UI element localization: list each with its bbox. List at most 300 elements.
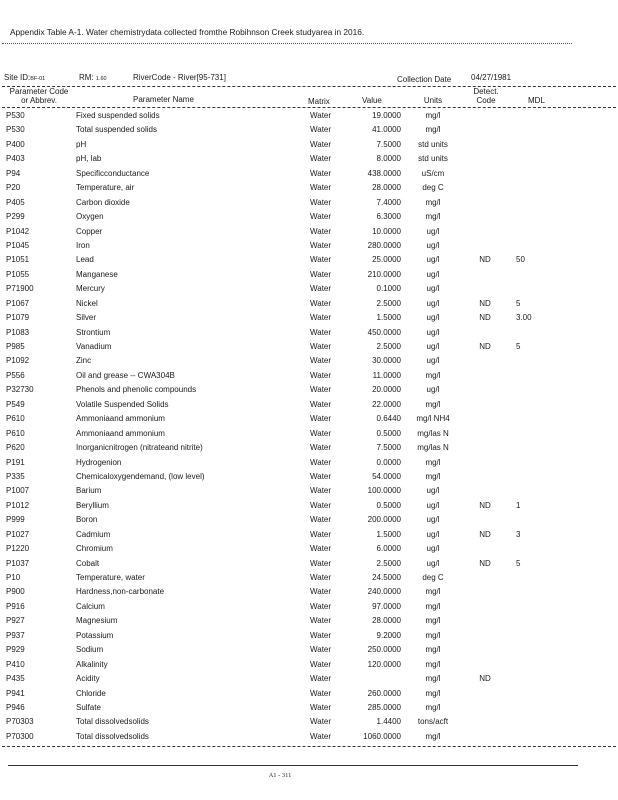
cell-units: mg/las N	[417, 443, 449, 453]
header-value: Value	[362, 96, 382, 105]
cell-value: 28.0000	[372, 616, 401, 626]
header-mdl: MDL	[528, 96, 545, 105]
cell-matrix: Water	[310, 616, 332, 626]
cell-value: 6.3000	[376, 212, 401, 222]
cell-param-code: P335	[6, 471, 25, 481]
cell-param-name: Barium	[76, 486, 102, 496]
cell-detect-code: ND	[479, 674, 491, 684]
cell-units: mg/l	[425, 125, 441, 135]
cell-param-code: P946	[6, 702, 25, 712]
cell-value: 0.1000	[376, 284, 401, 294]
cell-param-name: Hardness,non-carbonate	[76, 587, 165, 597]
cell-matrix: Water	[310, 601, 332, 611]
rm-label: RM:	[79, 73, 94, 82]
cell-matrix: Water	[310, 529, 332, 539]
cell-param-name: Temperature, air	[76, 183, 135, 193]
cell-param-code: P900	[6, 587, 25, 597]
cell-value: 1.5000	[376, 529, 401, 539]
cell-matrix: Water	[310, 630, 332, 640]
cell-matrix: Water	[310, 212, 332, 222]
collection-date-label: Collection Date	[397, 75, 452, 84]
cell-param-name: Acidity	[76, 674, 100, 684]
cell-param-name: Lead	[76, 255, 94, 265]
cell-matrix: Water	[310, 370, 332, 380]
table-row	[0, 412, 618, 426]
cell-param-name: Total dissolvedsolids	[76, 717, 149, 727]
cell-units: ug/l	[426, 356, 440, 366]
cell-value: 7.5000	[376, 443, 401, 453]
cell-matrix: Water	[310, 428, 332, 438]
cell-matrix: Water	[310, 515, 332, 525]
cell-param-code: P530	[6, 111, 25, 120]
cell-value: 1060.0000	[363, 731, 401, 741]
table-row	[0, 398, 618, 412]
cell-param-name: Manganese	[76, 269, 118, 279]
cell-mdl: 50	[516, 255, 525, 265]
cell-param-code: P937	[6, 630, 25, 640]
cell-matrix: Water	[310, 471, 332, 481]
table-row	[0, 658, 618, 672]
cell-param-code: P191	[6, 457, 25, 467]
cell-param-name: Phenols and phenolic compounds	[76, 385, 197, 395]
cell-param-code: P610	[6, 428, 25, 438]
cell-param-code: P929	[6, 645, 25, 655]
cell-param-name: Hydrogenion	[76, 457, 122, 467]
cell-value: 2.5000	[376, 558, 401, 568]
cell-units: mg/l	[425, 587, 441, 597]
table-row	[0, 181, 618, 195]
cell-value: 285.0000	[367, 702, 401, 712]
table-row	[0, 427, 618, 441]
cell-value: 2.5000	[376, 342, 401, 351]
cell-param-name: Ammoniaand ammonium	[76, 428, 165, 438]
cell-matrix: Water	[310, 457, 332, 467]
header-param-code	[6, 87, 72, 105]
table-row	[0, 282, 618, 296]
cell-param-code: P999	[6, 515, 25, 525]
table-row	[0, 326, 618, 340]
cell-param-code: P1012	[6, 500, 30, 510]
cell-param-name: Vanadium	[76, 342, 112, 351]
cell-param-code: P70303	[6, 717, 34, 727]
cell-matrix: Water	[310, 226, 332, 236]
cell-value: 280.0000	[367, 240, 401, 250]
cell-value: 1.5000	[376, 313, 401, 323]
cell-param-name: Sodium	[76, 645, 104, 655]
cell-matrix: Water	[310, 573, 332, 582]
cell-value: 0.5000	[376, 500, 401, 510]
cell-matrix: Water	[310, 688, 332, 698]
cell-param-name: Chromium	[76, 544, 113, 554]
cell-value: 450.0000	[367, 327, 401, 337]
cell-units: ug/l	[426, 558, 440, 568]
cell-units: mg/l	[425, 674, 441, 684]
cell-matrix: Water	[310, 255, 332, 265]
cell-detect-code: ND	[479, 500, 491, 510]
table-row	[0, 311, 618, 325]
cell-value: 120.0000	[367, 659, 401, 669]
table-row	[0, 441, 618, 455]
cell-units: mg/l	[425, 731, 441, 741]
cell-param-name: Calcium	[76, 601, 105, 611]
cell-param-code: P400	[6, 139, 25, 149]
title-divider	[2, 43, 572, 44]
table-row	[0, 196, 618, 210]
cell-param-name: Beryllium	[76, 500, 109, 510]
cell-matrix: Water	[310, 342, 332, 351]
cell-units: deg C	[422, 573, 444, 582]
cell-param-name: Boron	[76, 515, 98, 525]
cell-matrix: Water	[310, 558, 332, 568]
cell-units: ug/l	[426, 226, 440, 236]
cell-detect-code: ND	[479, 529, 491, 539]
table-row	[0, 340, 618, 354]
cell-matrix: Water	[310, 544, 332, 554]
header-top-rule	[2, 86, 616, 87]
cell-units: mg/l	[425, 688, 441, 698]
table-row	[0, 701, 618, 715]
cell-param-name: Cobalt	[76, 558, 100, 568]
cell-matrix: Water	[310, 240, 332, 250]
table-row	[0, 614, 618, 628]
cell-value: 11.0000	[372, 370, 401, 380]
table-row	[0, 138, 618, 152]
table-bottom-rule	[2, 746, 616, 747]
cell-matrix: Water	[310, 702, 332, 712]
table-row	[0, 557, 618, 571]
cell-value: 97.0000	[372, 601, 401, 611]
cell-matrix: Water	[310, 356, 332, 366]
cell-value: 240.0000	[367, 587, 401, 597]
cell-param-code: P1055	[6, 269, 30, 279]
cell-param-name: Copper	[76, 226, 103, 236]
cell-value: 41.0000	[372, 125, 401, 135]
cell-value: 19.0000	[372, 111, 401, 120]
cell-units: ug/l	[426, 313, 440, 323]
header-detect-code	[466, 87, 506, 105]
cell-value: 1.4400	[376, 717, 401, 727]
cell-detect-code: ND	[479, 558, 491, 568]
cell-value: 9.2000	[376, 630, 401, 640]
cell-units: mg/l	[425, 659, 441, 669]
cell-param-code: P20	[6, 183, 21, 193]
cell-param-code: P1037	[6, 558, 30, 568]
cell-matrix: Water	[310, 284, 332, 294]
cell-matrix: Water	[310, 197, 332, 207]
cell-param-code: P985	[6, 342, 25, 351]
cell-param-name: pH, lab	[76, 154, 102, 164]
cell-value: 250.0000	[367, 645, 401, 655]
cell-matrix: Water	[310, 298, 332, 308]
header-units: Units	[423, 96, 443, 105]
cell-units: ug/l	[426, 327, 440, 337]
cell-param-code: P71900	[6, 284, 34, 294]
cell-value: 100.0000	[367, 486, 401, 496]
cell-param-code: P403	[6, 154, 25, 164]
cell-units: ug/l	[426, 544, 440, 554]
cell-value: 25.0000	[372, 255, 401, 265]
cell-param-name: Inorganicnitrogen (nitrateand nitrite)	[76, 443, 203, 453]
cell-param-name: Specificconductance	[76, 168, 150, 178]
table-row	[0, 470, 618, 484]
cell-value: 10.0000	[372, 226, 401, 236]
cell-param-code: P1092	[6, 356, 30, 366]
cell-detect-code: ND	[479, 342, 491, 351]
cell-matrix: Water	[310, 443, 332, 453]
cell-matrix: Water	[310, 674, 332, 684]
cell-value: 20.0000	[372, 385, 401, 395]
cell-units: mg/l	[425, 370, 441, 380]
cell-matrix: Water	[310, 269, 332, 279]
table-row	[0, 542, 618, 556]
cell-matrix: Water	[310, 183, 332, 193]
table-row	[0, 687, 618, 701]
cell-param-code: P299	[6, 212, 25, 222]
table-row	[0, 600, 618, 614]
cell-matrix: Water	[310, 327, 332, 337]
cell-matrix: Water	[310, 500, 332, 510]
cell-param-code: P1045	[6, 240, 30, 250]
cell-param-name: Fixed suspended solids	[76, 111, 160, 120]
table-row	[0, 715, 618, 729]
cell-units: ug/l	[426, 486, 440, 496]
table-row	[0, 528, 618, 542]
cell-param-name: Ammoniaand ammonium	[76, 414, 165, 424]
rm-value: 1.60	[95, 76, 107, 82]
cell-param-name: Alkalinity	[76, 659, 108, 669]
cell-units: ug/l	[426, 385, 440, 395]
cell-param-code: P620	[6, 443, 25, 453]
cell-units: ug/l	[426, 269, 440, 279]
table-row	[0, 268, 618, 282]
cell-value: 0.0000	[376, 457, 401, 467]
cell-param-name: Total suspended solids	[76, 125, 157, 135]
cell-param-name: Chloride	[76, 688, 106, 698]
cell-matrix: Water	[310, 587, 332, 597]
cell-param-code: P1051	[6, 255, 30, 265]
header-param-code-line1: Parameter Code	[9, 87, 69, 96]
cell-units: mg/l	[425, 111, 441, 120]
cell-param-name: Strontium	[76, 327, 111, 337]
cell-mdl: 5	[516, 558, 521, 568]
cell-matrix: Water	[310, 486, 332, 496]
cell-param-code: P410	[6, 659, 25, 669]
cell-units: mg/l	[425, 630, 441, 640]
cell-value: 260.0000	[367, 688, 401, 698]
cell-param-code: P549	[6, 399, 25, 409]
table-row	[0, 210, 618, 224]
table-row	[0, 369, 618, 383]
cell-value: 7.4000	[376, 197, 401, 207]
table-row	[0, 383, 618, 397]
header-detect-line1: Detect.	[473, 87, 499, 96]
cell-value: 210.0000	[367, 269, 401, 279]
cell-param-code: P32730	[6, 385, 34, 395]
cell-mdl: 1	[516, 500, 521, 510]
cell-param-code: P530	[6, 125, 25, 135]
cell-matrix: Water	[310, 125, 332, 135]
cell-matrix: Water	[310, 659, 332, 669]
cell-param-name: Mercury	[76, 284, 105, 294]
table-row	[0, 585, 618, 599]
cell-units: mg/l	[425, 601, 441, 611]
cell-param-name: Total dissolvedsolids	[76, 731, 149, 741]
table-row	[0, 730, 618, 744]
cell-param-code: P10	[6, 573, 21, 582]
cell-value: 6.0000	[376, 544, 401, 554]
cell-matrix: Water	[310, 313, 332, 323]
cell-matrix: Water	[310, 111, 332, 120]
cell-units: ug/l	[426, 529, 440, 539]
cell-units: mg/l	[425, 197, 441, 207]
table-row	[0, 354, 618, 368]
site-id-value: BF-01	[30, 76, 46, 82]
cell-param-name: Oxygen	[76, 212, 104, 222]
table-row	[0, 499, 618, 513]
cell-param-name: Nickel	[76, 298, 98, 308]
cell-matrix: Water	[310, 717, 332, 727]
table-row	[0, 484, 618, 498]
cell-matrix: Water	[310, 139, 332, 149]
cell-value: 30.0000	[372, 356, 401, 366]
cell-param-name: Cadmium	[76, 529, 111, 539]
cell-detect-code: ND	[479, 298, 491, 308]
cell-param-code: P1027	[6, 529, 30, 539]
cell-units: mg/l	[425, 616, 441, 626]
cell-param-name: Temperature, water	[76, 573, 145, 582]
cell-mdl: 5	[516, 298, 521, 308]
cell-param-name: pH	[76, 139, 87, 149]
cell-param-code: P610	[6, 414, 25, 424]
table-row	[0, 513, 618, 527]
table-row	[0, 123, 618, 137]
cell-value: 200.0000	[367, 515, 401, 525]
cell-units: ug/l	[426, 255, 440, 265]
cell-param-code: P1042	[6, 226, 30, 236]
cell-value: 22.0000	[372, 399, 401, 409]
cell-units: uS/cm	[421, 168, 445, 178]
cell-matrix: Water	[310, 399, 332, 409]
cell-matrix: Water	[310, 414, 332, 424]
footer-rule	[8, 765, 578, 766]
cell-mdl: 3	[516, 529, 521, 539]
cell-param-name: Zinc	[76, 356, 92, 366]
table-row	[0, 109, 618, 123]
table-title: Appendix Table A-1. Water chemistrydata collected fromthe Robihnson Creek studyarea in 2016.	[10, 27, 365, 37]
data-table-body	[0, 109, 618, 744]
cell-param-code: P1079	[6, 313, 30, 323]
cell-param-name: Sulfate	[76, 702, 101, 712]
cell-value: 7.5000	[376, 139, 401, 149]
cell-param-name: Carbon dioxide	[76, 197, 130, 207]
cell-value: 54.0000	[372, 471, 401, 481]
cell-param-name: Iron	[76, 240, 90, 250]
cell-detect-code: ND	[479, 313, 491, 323]
cell-units: ug/l	[426, 500, 440, 510]
table-row	[0, 297, 618, 311]
header-param-name: Parameter Name	[133, 95, 194, 104]
cell-param-name: Oil and grease -- CWA304B	[76, 370, 175, 380]
cell-matrix: Water	[310, 645, 332, 655]
cell-units: ug/l	[426, 240, 440, 250]
table-row	[0, 239, 618, 253]
table-row	[0, 253, 618, 267]
cell-value: 8.0000	[376, 154, 401, 164]
cell-units: mg/l	[425, 645, 441, 655]
cell-value: 28.0000	[372, 183, 401, 193]
cell-units: mg/l	[425, 702, 441, 712]
cell-units: mg/l NH4	[416, 414, 450, 424]
cell-mdl: 5	[516, 342, 521, 351]
cell-mdl: 3.00	[516, 313, 532, 323]
cell-param-code: P405	[6, 197, 25, 207]
cell-units: ug/l	[426, 342, 440, 351]
river-mile	[79, 73, 107, 82]
site-id	[4, 73, 45, 82]
cell-param-name: Magnesium	[76, 616, 118, 626]
table-row	[0, 167, 618, 181]
header-bottom-rule	[2, 107, 616, 108]
site-id-label: Site ID:	[4, 73, 31, 82]
cell-detect-code: ND	[479, 255, 491, 265]
cell-units: mg/l	[425, 212, 441, 222]
cell-units: mg/l	[425, 471, 441, 481]
cell-matrix: Water	[310, 731, 332, 741]
cell-param-code: P1007	[6, 486, 30, 496]
cell-units: std units	[418, 139, 448, 149]
cell-param-code: P1220	[6, 544, 30, 554]
cell-param-code: P1067	[6, 298, 30, 308]
cell-param-code: P927	[6, 616, 25, 626]
table-row	[0, 643, 618, 657]
table-row	[0, 571, 618, 585]
cell-matrix: Water	[310, 385, 332, 395]
cell-value: 2.5000	[376, 298, 401, 308]
cell-units: mg/l	[425, 399, 441, 409]
cell-param-code: P556	[6, 370, 25, 380]
cell-units: std units	[418, 154, 448, 164]
cell-param-code: P941	[6, 688, 25, 698]
cell-value: 0.6440	[376, 414, 401, 424]
table-row	[0, 225, 618, 239]
table-row	[0, 152, 618, 166]
cell-param-name: Silver	[76, 313, 97, 323]
cell-param-code: P1083	[6, 327, 30, 337]
cell-units: deg C	[422, 183, 444, 193]
cell-units: ug/l	[426, 515, 440, 525]
cell-units: ug/l	[426, 284, 440, 294]
header-detect-line2: Code	[476, 96, 496, 105]
cell-units: ug/l	[426, 298, 440, 308]
cell-param-code: P916	[6, 601, 25, 611]
cell-param-code: P435	[6, 674, 25, 684]
table-row	[0, 629, 618, 643]
cell-value: 24.5000	[372, 573, 401, 582]
river-code: RiverCode - River[95-731]	[133, 73, 226, 82]
cell-param-name: Potassium	[76, 630, 114, 640]
cell-param-code: P70300	[6, 731, 34, 741]
collection-date-value: 04/27/1981	[471, 73, 512, 82]
cell-param-name: Chemicaloxygendemand, (low level)	[76, 471, 205, 481]
cell-param-name: Volatile Suspended Solids	[76, 399, 169, 409]
header-param-code-line2: or Abbrev.	[21, 96, 57, 105]
cell-units: mg/las N	[417, 428, 449, 438]
cell-value: 0.5000	[376, 428, 401, 438]
table-row	[0, 456, 618, 470]
cell-matrix: Water	[310, 168, 332, 178]
cell-units: mg/l	[425, 457, 441, 467]
cell-units: tons/acft	[417, 717, 449, 727]
